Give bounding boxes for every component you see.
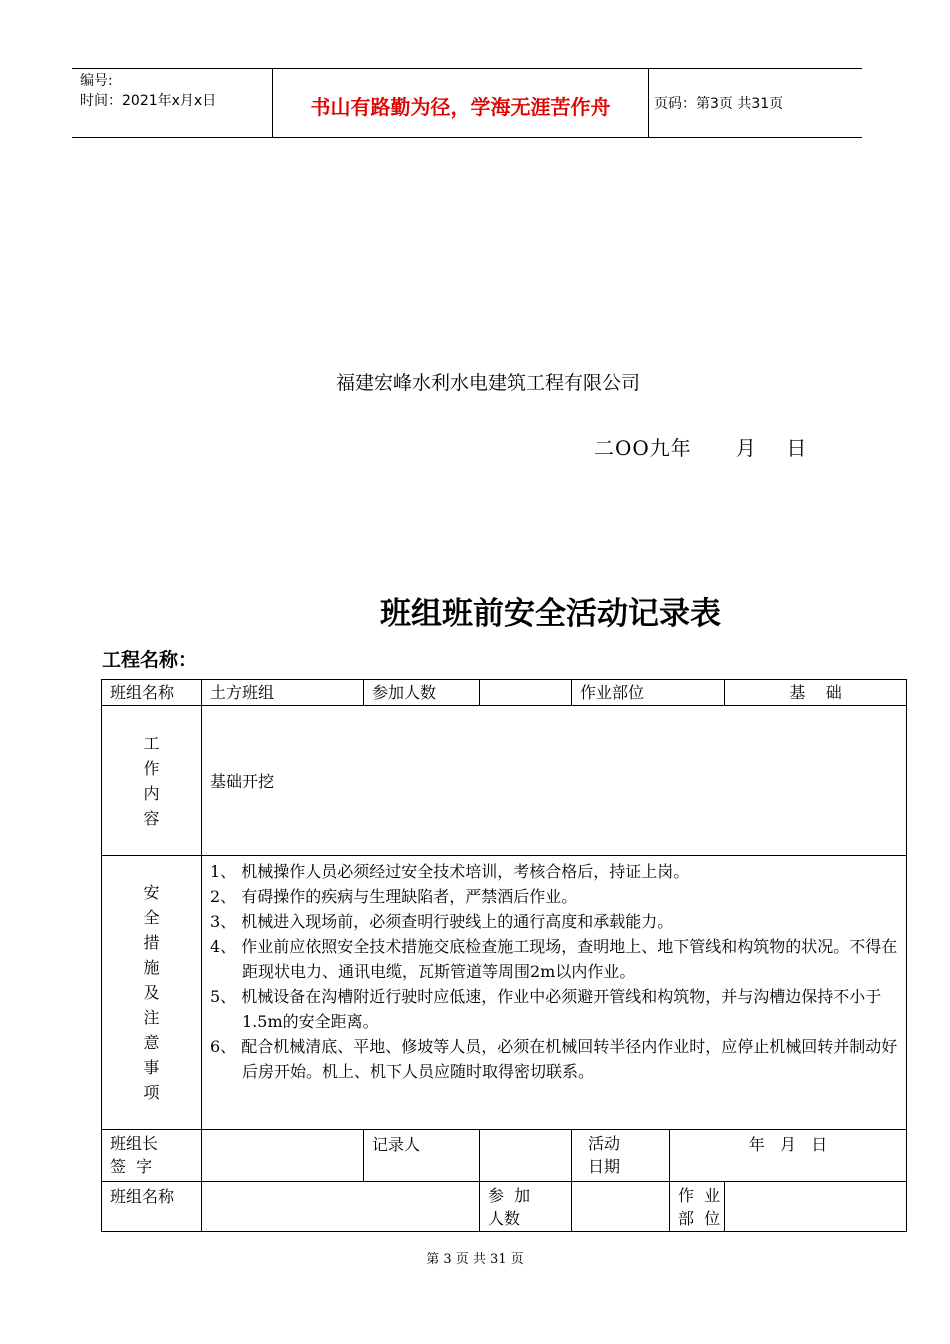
work-content-value: 基础开挖 bbox=[202, 706, 907, 856]
team-name-label-2: 班组名称 bbox=[102, 1182, 202, 1232]
header-divider bbox=[648, 69, 649, 137]
leader-sign-label: 班组长 签 字 bbox=[102, 1130, 202, 1182]
recorder-value bbox=[480, 1130, 572, 1182]
team-name-value-2 bbox=[202, 1182, 480, 1232]
participants-label-2: 参 加 人数 bbox=[480, 1182, 572, 1232]
safety-item: 2、 有碍操作的疾病与生理缺陷者，严禁酒后作业。 bbox=[210, 887, 578, 906]
document-date: 二OO九年 月 日 bbox=[594, 436, 808, 460]
header-meta bbox=[80, 71, 216, 111]
safety-item: 6、 配合机械清底、平地、修坡等人员，必须在机械回转半径内作业时，应停止机械回转并制动好后房开始。机上、机下人员应随时取得密切联系。 bbox=[210, 1037, 898, 1081]
safety-item: 5、 机械设备在沟槽附近行驶时应低速，作业中必须避开管线和构筑物，并与沟槽边保持不小于1.5m的安全距离。 bbox=[210, 987, 882, 1031]
work-area-label: 作业部位 bbox=[572, 680, 725, 706]
team-name-value: 土方班组 bbox=[202, 680, 364, 706]
activity-date-value: 年 月 日 bbox=[670, 1130, 907, 1182]
participants-label: 参加人数 bbox=[364, 680, 480, 706]
activity-record-table bbox=[101, 679, 907, 1232]
number-label: 编号: bbox=[80, 73, 113, 89]
work-content-label: 工 作 内 容 bbox=[102, 706, 202, 856]
recorder-label: 记录人 bbox=[364, 1130, 480, 1182]
project-name-label: 工程名称： bbox=[102, 649, 198, 671]
work-area-value: 基 础 bbox=[725, 680, 907, 706]
work-area-value-2 bbox=[725, 1182, 907, 1232]
safety-item: 1、 机械操作人员必须经过安全技术培训，考核合格后，持证上岗。 bbox=[210, 862, 690, 881]
participants-value bbox=[480, 680, 572, 706]
company-name: 福建宏峰水利水电建筑工程有限公司 bbox=[336, 372, 641, 394]
team-name-label: 班组名称 bbox=[102, 680, 202, 706]
safety-measures-list bbox=[202, 856, 907, 1130]
page-title: 班组班前安全活动记录表 bbox=[380, 596, 721, 632]
leader-sign-value bbox=[202, 1130, 364, 1182]
safety-item: 4、 作业前应依照安全技术措施交底检查施工现场，查明地上、地下管线和构筑物的状况。不得在距现状电力、通讯电缆，瓦斯管道等周围2m以内作业。 bbox=[210, 937, 898, 981]
time-label: 时间：2021年x月x日 bbox=[80, 93, 217, 109]
safety-item: 3、 机械进入现场前，必须查明行驶线上的通行高度和承载能力。 bbox=[210, 912, 674, 931]
activity-date-label: 活动 日期 bbox=[572, 1130, 670, 1182]
page-footer: 第 3 页 共 31 页 bbox=[426, 1252, 524, 1267]
page-info: 页码：第3页 共31页 bbox=[654, 96, 784, 112]
safety-measures-label: 安 全 措 施 及 注 意 事 项 bbox=[102, 856, 202, 1130]
work-area-label-2: 作 业 部 位 bbox=[670, 1182, 725, 1232]
page-header bbox=[72, 68, 862, 138]
participants-value-2 bbox=[572, 1182, 670, 1232]
header-motto: 书山有路勤为径，学海无涯苦作舟 bbox=[310, 95, 611, 119]
